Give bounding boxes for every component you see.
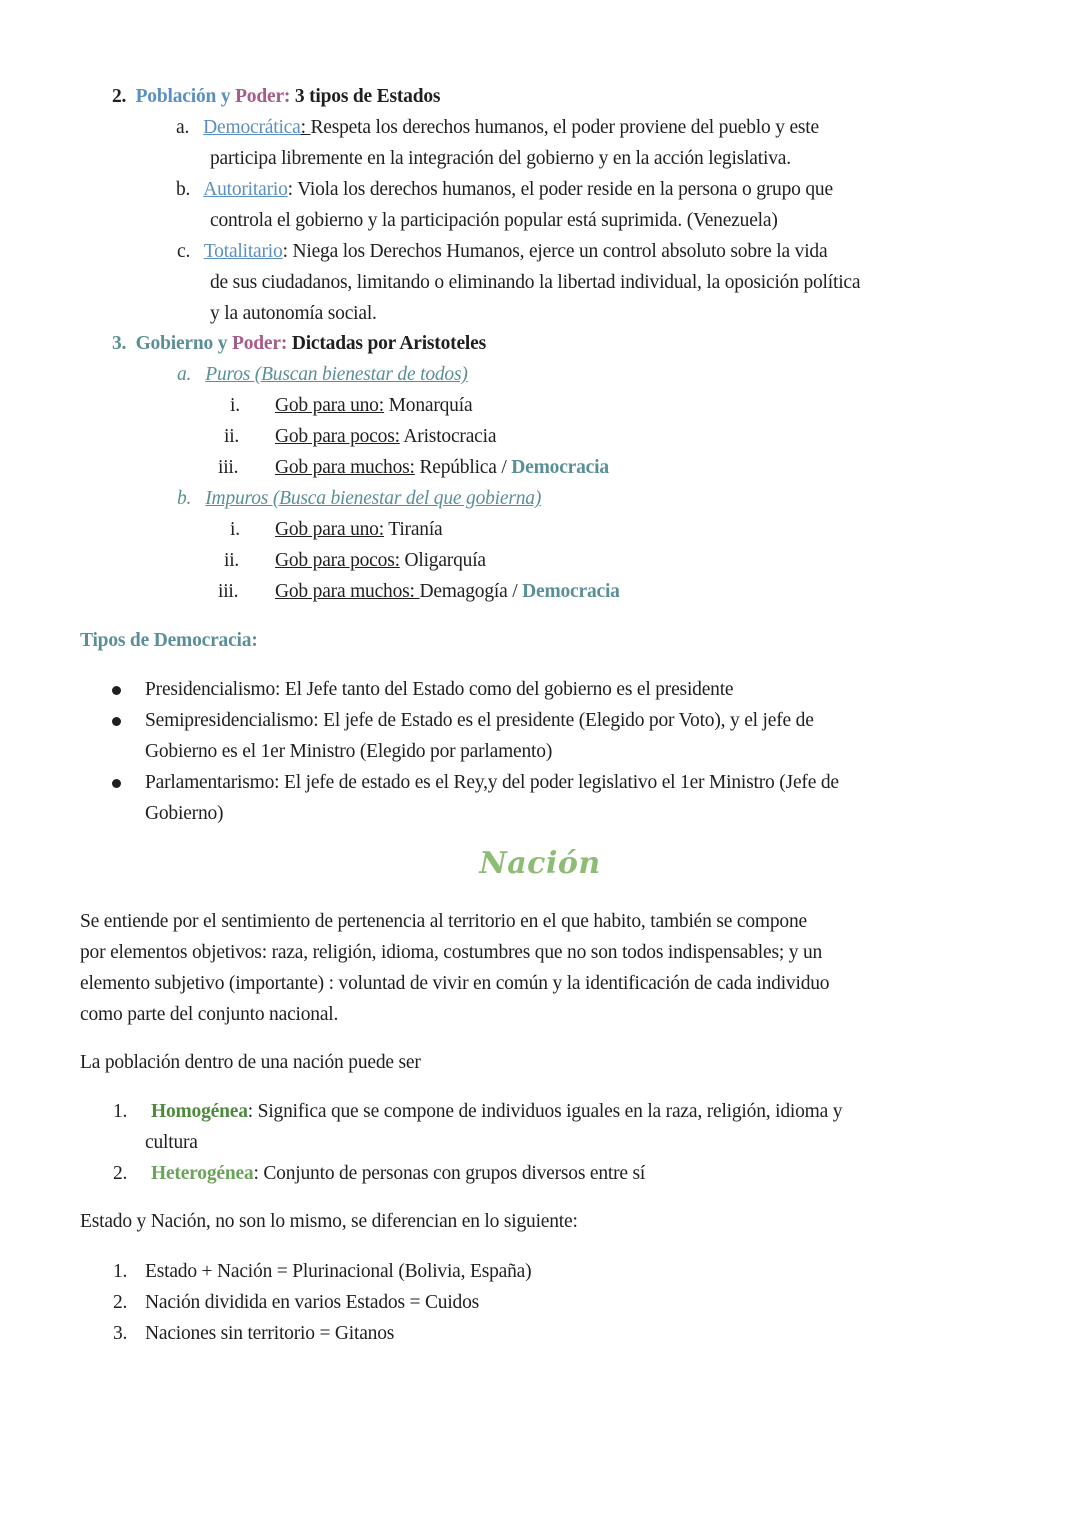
item-marker: ii. (224, 426, 240, 447)
gov-item (224, 545, 486, 576)
group-marker: b. (177, 488, 192, 509)
bullet-text: Parlamentarismo: El jefe de estado es el Rey,y del poder legislativo el 1er Ministro (Jefe de (145, 772, 839, 793)
term-separator: : (282, 241, 293, 262)
heading-poblacion: Población (135, 86, 217, 107)
nacion-paragraph-line: como parte del conjunto nacional. (80, 1004, 339, 1025)
item-text-continuation: de sus ciudadanos, limitando o eliminando la libertad individual, la oposición política (210, 272, 861, 293)
gov-value: Tiranía (383, 519, 443, 540)
nacion-paragraph-line: Se entiende por el sentimiento de pertenencia al territorio en el que habito, también se compone (80, 911, 807, 932)
item-text: Viola los derechos humanos, el poder reside en la persona o grupo que (297, 179, 833, 200)
diferencia-item (113, 1318, 394, 1349)
tipos-democracia-heading: Tipos de Democracia: (80, 630, 258, 651)
heading-poder: Poder: (232, 333, 288, 354)
diferencia-item (113, 1256, 531, 1287)
gov-value: República / (414, 457, 512, 478)
diferencia-text: Nación dividida en varios Estados = Cuidos (145, 1292, 480, 1313)
heading-y: y (220, 86, 231, 107)
term-separator: : (300, 117, 311, 138)
group-puros (177, 359, 468, 390)
poblacion-item (113, 1096, 842, 1127)
list-item-democratica (176, 112, 819, 143)
item-marker: 2. (113, 1292, 128, 1313)
nacion-paragraph-line: elemento subjetivo (importante) : voluntad de vivir en común y la identificación de cada individuo (80, 973, 830, 994)
item-text-continuation: y la autonomía social. (210, 303, 377, 324)
gov-term: Gob para uno: (275, 519, 384, 540)
diferencia-item (113, 1287, 479, 1318)
gov-extra-democracia: Democracia (511, 457, 609, 478)
bullet-item (112, 674, 734, 705)
item-text: Niega los Derechos Humanos, ejerce un control absoluto sobre la vida (292, 241, 828, 262)
heading-rest: 3 tipos de Estados (294, 86, 441, 107)
gov-item (218, 452, 609, 483)
list-item-autoritario (176, 174, 833, 205)
gov-item (230, 514, 443, 545)
heading-rest: Dictadas por Aristoteles (291, 333, 486, 354)
diferencias-intro: Estado y Nación, no son lo mismo, se diferencian en lo siguiente: (80, 1211, 578, 1232)
poblacion-item (113, 1158, 645, 1189)
gov-term: Gob para uno: (275, 395, 384, 416)
term-heterogenea: Heterogénea (151, 1163, 254, 1184)
bullet-icon (112, 686, 121, 695)
section-number: 2. (112, 86, 127, 107)
heading-gobierno: Gobierno y (135, 333, 228, 354)
nacion-title: Nación (479, 846, 601, 881)
item-marker: iii. (218, 457, 239, 478)
list-item-totalitario (177, 236, 827, 267)
gov-term: Gob para muchos: (275, 581, 420, 602)
item-marker: 3. (113, 1323, 128, 1344)
term-autoritario-link[interactable]: Autoritario (203, 179, 288, 200)
bullet-text: Semipresidencialismo: El jefe de Estado es el presidente (Elegido por Voto), y el jefe de (145, 710, 814, 731)
gov-value: Demagogía / (419, 581, 523, 602)
group-marker: a. (177, 364, 192, 385)
gov-value: Monarquía (383, 395, 473, 416)
bullet-text-continuation: Gobierno) (145, 803, 224, 824)
item-marker: i. (230, 519, 240, 540)
bullet-icon (112, 779, 121, 788)
item-marker: iii. (218, 581, 239, 602)
bullet-item (112, 705, 814, 736)
gov-extra-democracia: Democracia (522, 581, 620, 602)
diferencia-text: Naciones sin territorio = Gitanos (145, 1323, 395, 1344)
gov-value: Aristocracia (399, 426, 497, 447)
bullet-icon (112, 717, 121, 726)
section-number: 3. (112, 333, 127, 354)
bullet-text: Presidencialismo: El Jefe tanto del Estado como del gobierno es el presidente (145, 679, 734, 700)
item-text: Respeta los derechos humanos, el poder proviene del pueblo y este (310, 117, 819, 138)
item-text-continuation: participa libremente en la integración del gobierno y en la acción legislativa. (210, 148, 791, 169)
term-homogenea: Homogénea (151, 1101, 248, 1122)
item-marker: c. (177, 241, 191, 262)
term-separator: : (287, 179, 298, 200)
gov-term: Gob para pocos: (275, 426, 400, 447)
group-label-puros: Puros (Buscan bienestar de todos) (205, 364, 468, 385)
diferencia-text: Estado + Nación = Plurinacional (Bolivia, España) (145, 1261, 532, 1282)
term-democratica-link[interactable]: Democrática (203, 117, 301, 138)
group-impuros (177, 483, 541, 514)
item-text-continuation: controla el gobierno y la participación popular está suprimida. (Venezuela) (210, 210, 778, 231)
item-marker: i. (230, 395, 240, 416)
poblacion-text: : Significa que se compone de individuos iguales en la raza, religión, idioma y (247, 1101, 843, 1122)
item-marker: ii. (224, 550, 240, 571)
gov-item (230, 390, 472, 421)
item-marker: a. (176, 117, 190, 138)
item-marker: b. (176, 179, 191, 200)
gov-term: Gob para muchos: (275, 457, 415, 478)
term-totalitario-link[interactable]: Totalitario (203, 241, 283, 262)
poblacion-intro: La población dentro de una nación puede ser (80, 1052, 421, 1073)
gov-value: Oligarquía (399, 550, 486, 571)
bullet-text-continuation: Gobierno es el 1er Ministro (Elegido por parlamento) (145, 741, 553, 762)
gov-item (218, 576, 620, 607)
section-2-heading (112, 81, 440, 112)
item-marker: 1. (113, 1101, 128, 1122)
bullet-item (112, 767, 839, 798)
item-marker: 1. (113, 1261, 128, 1282)
poblacion-text-continuation: cultura (145, 1132, 198, 1153)
heading-poder: Poder: (235, 86, 291, 107)
group-label-impuros: Impuros (Busca bienestar del que gobierna) (205, 488, 542, 509)
gov-term: Gob para pocos: (275, 550, 400, 571)
item-marker: 2. (113, 1163, 128, 1184)
section-3-heading (112, 328, 486, 359)
poblacion-text: : Conjunto de personas con grupos diversos entre sí (253, 1163, 646, 1184)
gov-item (224, 421, 496, 452)
nacion-paragraph-line: por elementos objetivos: raza, religión, idioma, costumbres que no son todos indispensables; y un (80, 942, 823, 963)
